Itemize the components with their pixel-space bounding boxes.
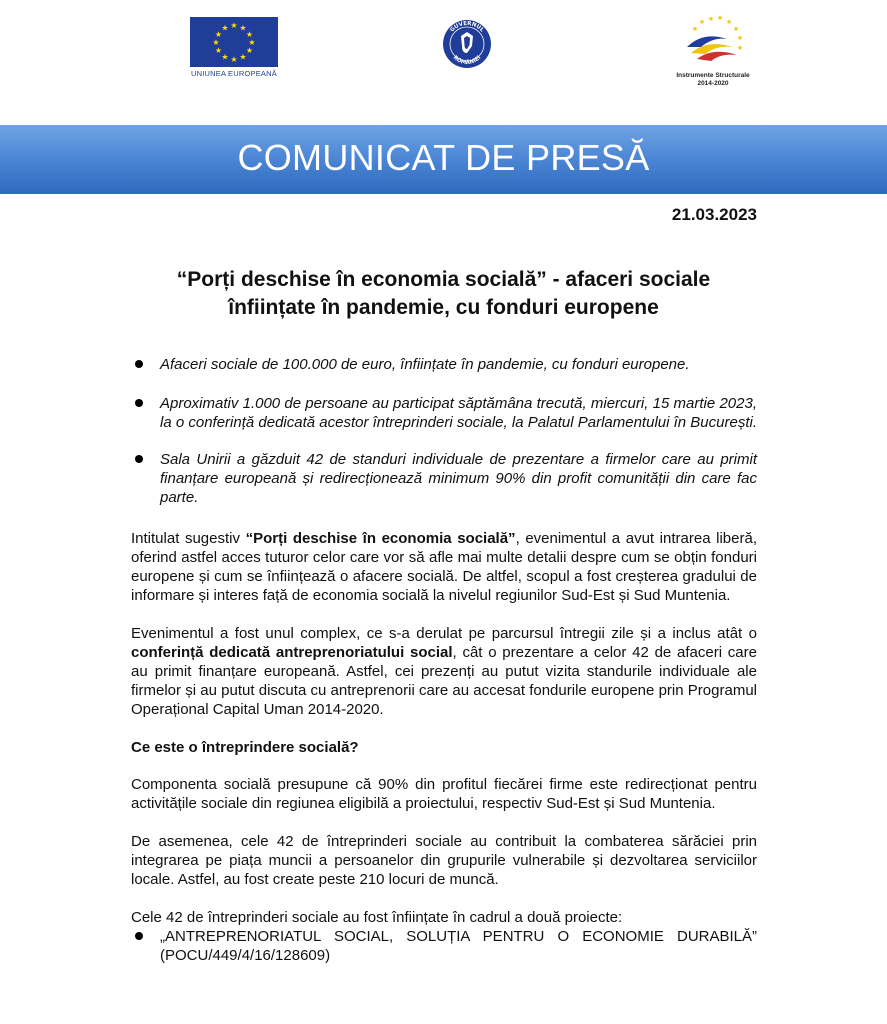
paragraph-event — [131, 624, 757, 719]
svg-text:★: ★ — [221, 23, 229, 33]
svg-text:★: ★ — [230, 55, 238, 64]
bullet-item — [160, 394, 757, 432]
svg-text:★: ★ — [707, 15, 715, 23]
release-date: 21.03.2023 — [671, 205, 757, 224]
press-release-body — [131, 355, 757, 965]
bullet-dot-icon — [135, 399, 143, 407]
summary-bullets — [131, 355, 757, 507]
svg-text:★: ★ — [239, 52, 247, 62]
svg-text:★: ★ — [212, 38, 220, 47]
bullet-item — [160, 450, 757, 507]
project-item — [160, 927, 757, 965]
paragraph-intro — [131, 529, 757, 605]
event-name: “Porți deschise în economia socială” — [245, 530, 516, 547]
instrumente-structurale-logo — [683, 13, 747, 71]
bullet-dot-icon — [135, 455, 143, 463]
svg-text:★: ★ — [245, 30, 254, 39]
section-heading: Ce este o întreprindere socială? — [131, 739, 359, 756]
headline-line-1: “Porți deschise în economia socială” - afaceri sociale — [176, 268, 711, 291]
svg-text:★: ★ — [716, 14, 724, 22]
conference-highlight: conferință dedicată antreprenoriatului social — [131, 644, 453, 661]
svg-text:★: ★ — [691, 25, 699, 33]
headline-line-2: înființate în pandemie, cu fonduri europene — [228, 296, 659, 319]
paragraph-social-component: Componenta socială presupune că 90% din profitul fiecărei firme este redirecționat pentru activitățile sociale din regiunea eligibilă a proiectului, respectiv Sud-Est și Sud Muntenia. — [131, 776, 757, 812]
bullet-dot-icon — [135, 360, 143, 368]
projects-list — [131, 927, 757, 965]
bullet-text: Aproximativ 1.000 de persoane au participat săptămâna trecută, miercuri, 15 martie 2023, la o conferință dedicată acestor întreprinderi sociale, la Palatul Parlamentului în București. — [160, 395, 757, 431]
svg-text:★: ★ — [248, 38, 256, 47]
text-run: , cât o prezentare a celor 42 de afaceri care au primit finanțare europeană. Astfel, cei prezenți au putut vizita standurile individuale ale firmelor și au putut discuta cu antreprenorii care au accesat fondurile europene prin Programul Operațional Capital Uman 2014-2020. — [131, 644, 757, 718]
romanian-government-seal — [437, 19, 497, 69]
svg-text:★: ★ — [736, 34, 744, 42]
svg-text:★: ★ — [698, 18, 706, 26]
logo-header — [0, 0, 887, 110]
svg-text:ROMÂNIEI: ROMÂNIEI — [451, 54, 483, 67]
svg-text:★: ★ — [221, 52, 229, 62]
eu-logo-caption: UNIUNEA EUROPEANĂ — [191, 69, 277, 78]
svg-text:GUVERNUL: GUVERNUL — [449, 20, 485, 34]
svg-text:★: ★ — [725, 18, 733, 26]
headline — [100, 266, 787, 322]
banner-title: COMUNICAT DE PRESĂ — [237, 137, 650, 178]
text-run: Evenimentul a fost unul complex, ce s-a derulat pe parcursul întregii zile și a inclus atât o — [131, 625, 757, 642]
bullet-text: Sala Unirii a găzduit 42 de standuri individuale de prezentare a firmelor care au primit finanțare europeană și redirecționează minimum 90% din profit comunității din care fac parte. — [160, 451, 757, 506]
svg-text:★: ★ — [736, 44, 744, 52]
svg-text:★: ★ — [245, 46, 254, 55]
svg-text:★: ★ — [732, 25, 740, 33]
bullet-item — [160, 355, 757, 374]
paragraph-projects-intro: Cele 42 de întreprinderi sociale au fost înființate în cadrul a două proiecte: — [131, 909, 623, 926]
svg-text:★: ★ — [230, 21, 238, 30]
eu-flag-logo — [190, 17, 278, 67]
bullet-dot-icon — [135, 932, 143, 940]
instrumente-structurale-caption — [664, 72, 762, 88]
svg-text:★: ★ — [239, 23, 247, 33]
is-caption-line2: 2014-2020 — [697, 80, 729, 87]
text-run: Intitulat sugestiv — [131, 530, 246, 547]
svg-text:★: ★ — [214, 46, 223, 55]
text-run: , evenimentul a avut intrarea liberă, oferind astfel acces tuturor celor care vor să afle mai multe detalii despre cum se obțin fonduri europene și cum se înființează o afacere socială. De altfel, scopul a fost creșterea gradului de informare și interes față de economia socială la nivelul regiunilor Sud-Est și Sud Muntenia. — [131, 530, 757, 604]
bullet-text: Afaceri sociale de 100.000 de euro, înființate în pandemie, cu fonduri europene. — [160, 356, 690, 373]
svg-text:★: ★ — [214, 30, 223, 39]
project-text: „ANTREPRENORIATUL SOCIAL, SOLUȚIA PENTRU O ECONOMIE DURABILĂ” (POCU/449/4/16/128609) — [160, 928, 757, 964]
is-caption-line1: Instrumente Structurale — [676, 72, 750, 79]
paragraph-impact: De asemenea, cele 42 de întreprinderi sociale au contribuit la combaterea sărăciei prin integrarea pe piața muncii a persoanelor din grupurile vulnerabile și dezvoltarea serviciilor locale. Astfel, au fost create peste 210 locuri de muncă. — [131, 833, 757, 888]
